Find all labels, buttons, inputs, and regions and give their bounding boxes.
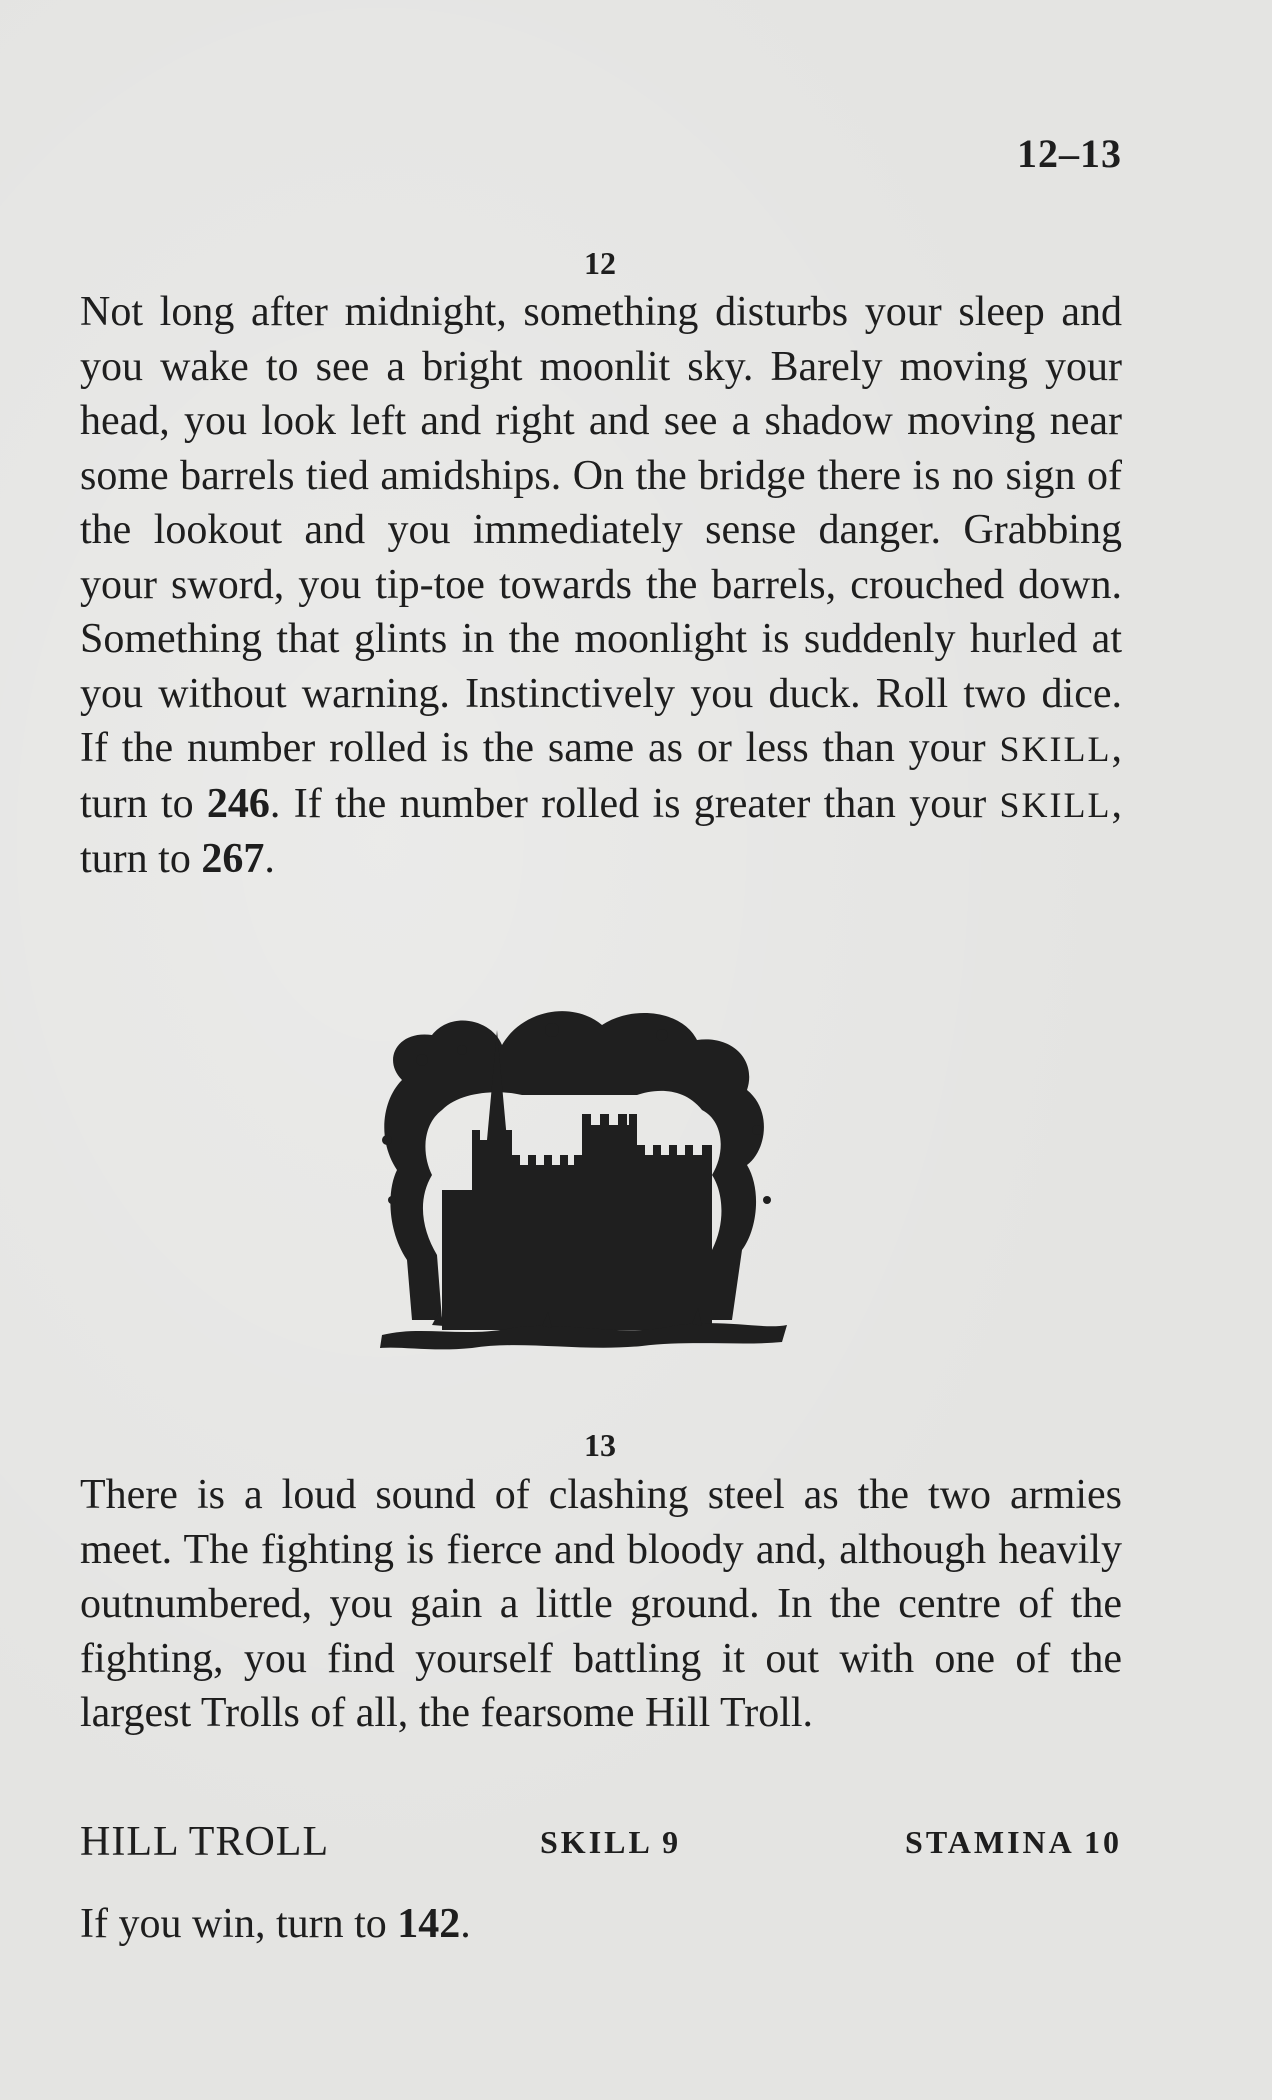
section-12-text-e: . bbox=[264, 836, 275, 882]
enemy-stamina: STAMINA 10 bbox=[905, 1824, 1122, 1860]
section-12-text-a: Not long after midnight, something disturbs your sleep and you wake to see a bright moonlit sky. Barely moving your head, you look left and right and see a shadow moving near some barrels tied amidships. On the bridge there is no sign of the lookout and you immediately sense danger. Grabbing your sword, you tip-toe towards the barrels, crouched down. Something that glints in the moonlight is suddenly hurled at you without warning. Instinctively you duck. Roll two dice. If the number rolled is the same as or less than your bbox=[80, 289, 1122, 771]
skill-word: SKILL bbox=[999, 784, 1112, 825]
enemy-stat-block bbox=[80, 1818, 1122, 1878]
closing-instruction bbox=[80, 1900, 471, 1948]
turn-reference-142: 142 bbox=[397, 1901, 461, 1947]
enemy-skill: SKILL 9 bbox=[540, 1824, 682, 1860]
section-12-paragraph bbox=[80, 285, 1122, 887]
section-12-text-d: , turn to bbox=[80, 780, 1122, 882]
skill-word: SKILL bbox=[999, 729, 1112, 769]
castle-silhouette-icon bbox=[362, 990, 802, 1390]
closing-end: . bbox=[460, 1901, 471, 1947]
running-head: 12–13 bbox=[1017, 131, 1122, 176]
closing-text: If you win, turn to bbox=[80, 1901, 398, 1947]
section-13-paragraph: There is a loud sound of clashing steel as the two armies meet. The fighting is fierce and bloody and, although heavily outnumbered, you gain a little ground. In the centre of the fighting, you find yourself battling it out with one of the largest Trolls of all, the fearsome Hill Troll. bbox=[80, 1472, 1122, 1736]
section-number-12: 12 bbox=[584, 245, 616, 281]
enemy-name: HILL TROLL bbox=[80, 1819, 330, 1865]
turn-reference-246: 246 bbox=[206, 780, 270, 827]
turn-reference-267: 267 bbox=[201, 836, 265, 882]
section-12-text-b: , turn to bbox=[80, 725, 1122, 827]
section-12-text-c: . If the number rolled is greater than your bbox=[269, 780, 1000, 827]
section-number-13: 13 bbox=[584, 1427, 616, 1463]
